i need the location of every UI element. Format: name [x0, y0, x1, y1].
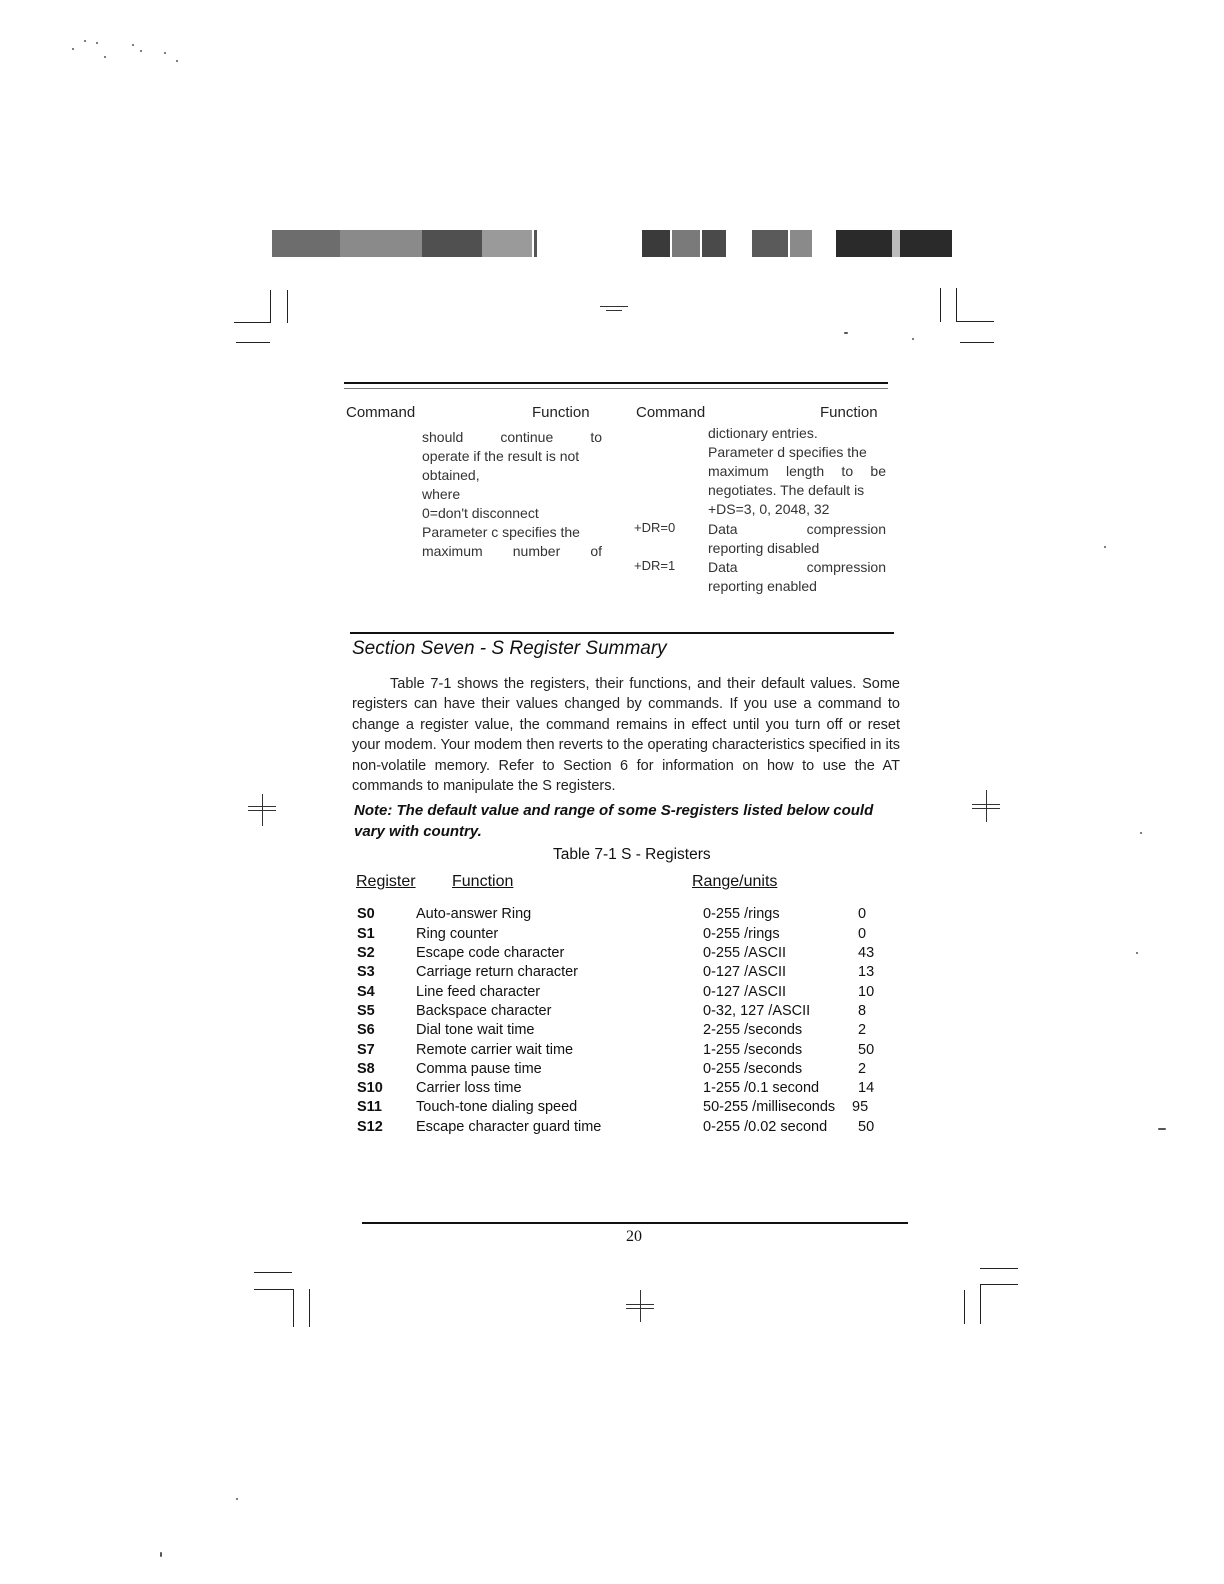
- range-cell: 0-255 /0.02 second: [703, 1119, 828, 1135]
- table-row: [0, 1022, 1224, 1041]
- default-cell: 50: [858, 1119, 875, 1135]
- register-cell: S3: [357, 964, 375, 980]
- table-row: [0, 926, 1224, 945]
- range-cell: 0-255 /ASCII: [703, 945, 787, 961]
- default-cell: 43: [858, 945, 875, 961]
- text-line: reporting enabled: [708, 578, 817, 594]
- register-cell: S1: [357, 926, 375, 942]
- default-cell: 95: [852, 1099, 869, 1115]
- text-line: where: [422, 486, 461, 502]
- header-function-right: Function: [820, 404, 878, 421]
- function-cell: Escape code character: [416, 945, 565, 961]
- text-line: Parameter c specifies the: [422, 524, 580, 540]
- default-cell: 0: [858, 926, 867, 942]
- column-header-function: Function: [452, 873, 514, 890]
- register-cell: S6: [357, 1022, 375, 1038]
- text-line: dictionary entries.: [708, 425, 818, 441]
- note-text: Note: The default value and range of some S-registers listed below could vary with country.: [354, 802, 874, 840]
- command-code: +DR=1: [634, 558, 676, 573]
- function-cell: Line feed character: [416, 984, 541, 1000]
- header-function-left: Function: [532, 404, 590, 421]
- text-line: should continue to: [422, 429, 602, 445]
- table-top-rule: [344, 382, 888, 384]
- default-cell: 10: [858, 984, 875, 1000]
- range-cell: 0-127 /ASCII: [703, 964, 787, 980]
- default-cell: 2: [858, 1022, 867, 1038]
- section-title: Section Seven - S Register Summary: [352, 638, 667, 659]
- registration-mark-bottom: [620, 1286, 660, 1326]
- text-line: maximum length to be: [708, 463, 886, 479]
- function-cell: Ring counter: [416, 926, 499, 942]
- header-command-left: Command: [346, 404, 416, 421]
- range-cell: 0-255 /rings: [703, 926, 780, 942]
- default-cell: 8: [858, 1003, 867, 1019]
- text-line: maximum number of: [422, 543, 602, 559]
- function-cell: Backspace character: [416, 1003, 552, 1019]
- default-cell: 50: [858, 1042, 875, 1058]
- text-line: operate if the result is not: [422, 448, 580, 464]
- default-cell: 13: [858, 964, 875, 980]
- range-cell: 0-32, 127 /ASCII: [703, 1003, 811, 1019]
- default-cell: 14: [858, 1080, 875, 1096]
- table-row: [0, 1061, 1224, 1080]
- header-command-right: Command: [636, 404, 706, 421]
- table-top-rule-thin: [344, 388, 888, 389]
- register-cell: S5: [357, 1003, 375, 1019]
- registration-mark-left: [242, 790, 282, 830]
- table-row: [0, 1099, 1224, 1118]
- command-code: +DR=0: [634, 520, 676, 535]
- register-cell: S8: [357, 1061, 375, 1077]
- registration-mark-top: [594, 288, 634, 328]
- function-cell: Comma pause time: [416, 1061, 542, 1077]
- register-cell: S0: [357, 906, 375, 922]
- register-cell: S12: [357, 1119, 383, 1135]
- section-rule: [350, 632, 894, 634]
- text-line: reporting disabled: [708, 540, 820, 556]
- register-cell: S7: [357, 1042, 375, 1058]
- range-cell: 1-255 /0.1 second: [703, 1080, 820, 1096]
- function-cell: Touch-tone dialing speed: [416, 1099, 578, 1115]
- range-cell: 0-255 /seconds: [703, 1061, 803, 1077]
- range-cell: 0-127 /ASCII: [703, 984, 787, 1000]
- section-paragraph: [352, 674, 900, 796]
- function-cell: Carrier loss time: [416, 1080, 522, 1096]
- register-cell: S4: [357, 984, 375, 1000]
- text-line: 0=don't disconnect: [422, 505, 539, 521]
- function-cell: Dial tone wait time: [416, 1022, 535, 1038]
- header-band: [272, 230, 952, 257]
- text-line: Data compression: [708, 559, 886, 575]
- table-row: [0, 1003, 1224, 1022]
- function-cell: Remote carrier wait time: [416, 1042, 574, 1058]
- function-cell: Auto-answer Ring: [416, 906, 532, 922]
- table-row: [0, 984, 1224, 1003]
- register-cell: S2: [357, 945, 375, 961]
- table-row: [0, 964, 1224, 983]
- footer-rule: [362, 1222, 908, 1224]
- range-cell: 1-255 /seconds: [703, 1042, 803, 1058]
- default-cell: 0: [858, 906, 867, 922]
- left-function-text: [422, 428, 602, 561]
- text-line: obtained,: [422, 467, 480, 483]
- range-cell: 2-255 /seconds: [703, 1022, 803, 1038]
- table-row: [0, 1119, 1224, 1138]
- function-cell: Carriage return character: [416, 964, 578, 980]
- command-description: [708, 520, 886, 558]
- register-cell: S10: [357, 1080, 383, 1096]
- text-line: Data compression: [708, 521, 886, 537]
- range-cell: 50-255 /milliseconds: [703, 1099, 836, 1115]
- page-number: 20: [626, 1228, 642, 1245]
- range-cell: 0-255 /rings: [703, 906, 780, 922]
- text-line: negotiates. The default is: [708, 482, 865, 498]
- text-line: +DS=3, 0, 2048, 32: [708, 501, 830, 517]
- function-cell: Escape character guard time: [416, 1119, 602, 1135]
- text-line: Parameter d specifies the: [708, 444, 867, 460]
- default-cell: 2: [858, 1061, 867, 1077]
- registration-mark-right: [966, 786, 1006, 826]
- column-header-range: Range/units: [692, 873, 778, 890]
- command-description: [708, 558, 886, 596]
- table-caption: Table 7-1 S - Registers: [553, 846, 711, 863]
- table-row: [0, 1042, 1224, 1061]
- table-row: [0, 945, 1224, 964]
- paragraph-text: Table 7-1 shows the registers, their functions, and their default values. Some registers can have their values changed by commands. If you use a command to change a register value, the command remains in effect until you turn off or reset your modem. Your modem then reverts to the operating characteristics specified in its non-volatile memory. Refer to Section 6 for information on how to use the AT commands to manipulate the S registers.: [352, 676, 900, 795]
- column-header-register: Register: [356, 873, 416, 890]
- table-row: [0, 1080, 1224, 1099]
- right-function-text: [708, 424, 886, 519]
- register-cell: S11: [357, 1099, 382, 1115]
- table-row: [0, 906, 1224, 925]
